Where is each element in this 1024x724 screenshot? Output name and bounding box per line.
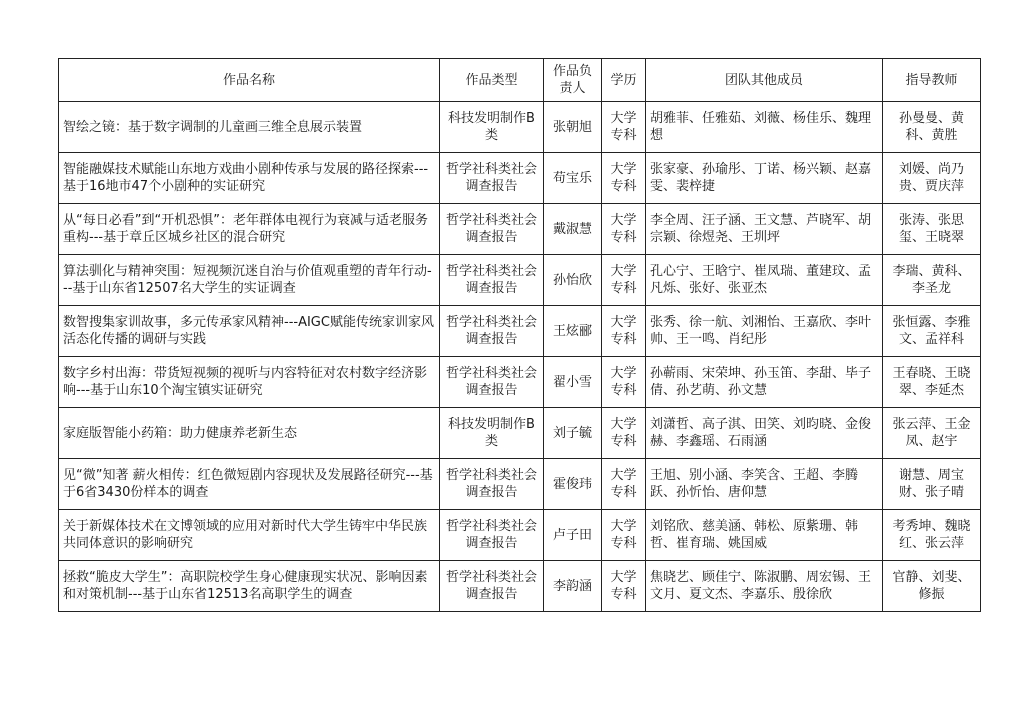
- cell-leader: 戴淑慧: [544, 204, 602, 255]
- cell-type: 科技发明制作B类: [440, 102, 544, 153]
- cell-leader: 霍俊玮: [544, 459, 602, 510]
- table-header-row: [59, 59, 981, 102]
- header-members: 团队其他成员: [646, 59, 883, 102]
- cell-leader: 刘子毓: [544, 408, 602, 459]
- document-page: [58, 58, 982, 612]
- cell-type: 哲学社科类社会调查报告: [440, 459, 544, 510]
- table-row: [59, 408, 981, 459]
- cell-advisor: 张恒露、李雅文、孟祥科: [883, 306, 981, 357]
- cell-advisor: 张云萍、王金凤、赵宇: [883, 408, 981, 459]
- cell-education: 大学专科: [602, 306, 646, 357]
- table-row: [59, 561, 981, 612]
- cell-leader: 李韵涵: [544, 561, 602, 612]
- cell-name: 智绘之镜：基于数字调制的儿童画三维全息展示装置: [59, 102, 440, 153]
- cell-name: 算法驯化与精神突围：短视频沉迷自治与价值观重塑的青年行动---基于山东省12507名大学生的实证调查: [59, 255, 440, 306]
- header-leader: 作品负责人: [544, 59, 602, 102]
- cell-type: 哲学社科类社会调查报告: [440, 255, 544, 306]
- cell-leader: 孙怡欣: [544, 255, 602, 306]
- cell-advisor: 王春晓、王晓翠、李延杰: [883, 357, 981, 408]
- cell-name: 数字乡村出海：带货短视频的视听与内容特征对农村数字经济影响---基于山东10个淘宝镇实证研究: [59, 357, 440, 408]
- cell-type: 哲学社科类社会调查报告: [440, 306, 544, 357]
- cell-type: 科技发明制作B类: [440, 408, 544, 459]
- cell-education: 大学专科: [602, 459, 646, 510]
- cell-education: 大学专科: [602, 255, 646, 306]
- cell-name: 见“微”知著 薪火相传：红色微短剧内容现状及发展路径研究---基于6省3430份样本的调查: [59, 459, 440, 510]
- cell-members: 胡雅菲、任雅茹、刘薇、杨佳乐、魏理想: [646, 102, 883, 153]
- cell-leader: 王炫郦: [544, 306, 602, 357]
- cell-advisor: 官静、刘斐、修振: [883, 561, 981, 612]
- cell-members: 焦晓艺、顾佳宁、陈淑鹏、周宏锡、王文月、夏文杰、李嘉乐、殷徐欣: [646, 561, 883, 612]
- cell-members: 孙蕲雨、宋荣坤、孙玉笛、李甜、毕子倩、孙艺萌、孙文慧: [646, 357, 883, 408]
- table-row: [59, 102, 981, 153]
- cell-name: 智能融媒技术赋能山东地方戏曲小剧种传承与发展的路径探索---基于16地市47个小剧种的实证研究: [59, 153, 440, 204]
- cell-type: 哲学社科类社会调查报告: [440, 357, 544, 408]
- cell-members: 李全周、汪子涵、王文慧、芦晓军、胡宗颖、徐煜尧、王圳坪: [646, 204, 883, 255]
- cell-advisor: 李瑞、黄科、李圣龙: [883, 255, 981, 306]
- cell-name: 从“每日必看”到“开机恐惧”：老年群体电视行为衰减与适老服务重构---基于章丘区城乡社区的混合研究: [59, 204, 440, 255]
- cell-advisor: 谢慧、周宝财、张子晴: [883, 459, 981, 510]
- cell-advisor: 孙曼曼、黄科、黄胜: [883, 102, 981, 153]
- cell-advisor: 张涛、张思玺、王晓翠: [883, 204, 981, 255]
- award-table: [58, 58, 981, 612]
- cell-members: 张家豪、孙瑜彤、丁诺、杨兴颖、赵嘉雯、裴梓捷: [646, 153, 883, 204]
- cell-members: 孔心宁、王晗宁、崔凤瑞、董建玟、孟凡烁、张好、张亚杰: [646, 255, 883, 306]
- cell-advisor: 刘媛、尚乃贵、贾庆萍: [883, 153, 981, 204]
- cell-education: 大学专科: [602, 102, 646, 153]
- header-type: 作品类型: [440, 59, 544, 102]
- cell-members: 刘铭欣、慈美涵、韩松、原紫珊、韩哲、崔育瑞、姚国威: [646, 510, 883, 561]
- table-row: [59, 459, 981, 510]
- cell-name: 拯救“脆皮大学生”：高职院校学生身心健康现实状况、影响因素和对策机制---基于山东省12513名高职学生的调查: [59, 561, 440, 612]
- table-row: [59, 510, 981, 561]
- cell-education: 大学专科: [602, 408, 646, 459]
- cell-members: 刘潇哲、高子淇、田笑、刘昀晓、金俊赫、李鑫瑶、石雨涵: [646, 408, 883, 459]
- cell-type: 哲学社科类社会调查报告: [440, 561, 544, 612]
- cell-education: 大学专科: [602, 510, 646, 561]
- table-row: [59, 255, 981, 306]
- cell-leader: 翟小雪: [544, 357, 602, 408]
- cell-education: 大学专科: [602, 357, 646, 408]
- header-advisor: 指导教师: [883, 59, 981, 102]
- cell-members: 王旭、别小涵、李笑含、王超、李腾跃、孙忻怡、唐仰慧: [646, 459, 883, 510]
- cell-leader: 张朝旭: [544, 102, 602, 153]
- cell-leader: 卢子田: [544, 510, 602, 561]
- cell-leader: 苟宝乐: [544, 153, 602, 204]
- cell-members: 张秀、徐一航、刘湘怡、王嘉欣、李叶帅、王一鸣、肖纪彤: [646, 306, 883, 357]
- cell-education: 大学专科: [602, 561, 646, 612]
- table-row: [59, 204, 981, 255]
- cell-advisor: 考秀坤、魏晓红、张云萍: [883, 510, 981, 561]
- cell-education: 大学专科: [602, 153, 646, 204]
- header-education: 学历: [602, 59, 646, 102]
- cell-type: 哲学社科类社会调查报告: [440, 204, 544, 255]
- table-row: [59, 306, 981, 357]
- cell-education: 大学专科: [602, 204, 646, 255]
- cell-type: 哲学社科类社会调查报告: [440, 510, 544, 561]
- table-row: [59, 153, 981, 204]
- cell-name: 家庭版智能小药箱：助力健康养老新生态: [59, 408, 440, 459]
- cell-type: 哲学社科类社会调查报告: [440, 153, 544, 204]
- header-name: 作品名称: [59, 59, 440, 102]
- cell-name: 关于新媒体技术在文博领域的应用对新时代大学生铸牢中华民族共同体意识的影响研究: [59, 510, 440, 561]
- table-row: [59, 357, 981, 408]
- cell-name: 数智搜集家训故事，多元传承家风精神---AIGC赋能传统家训家风活态化传播的调研与实践: [59, 306, 440, 357]
